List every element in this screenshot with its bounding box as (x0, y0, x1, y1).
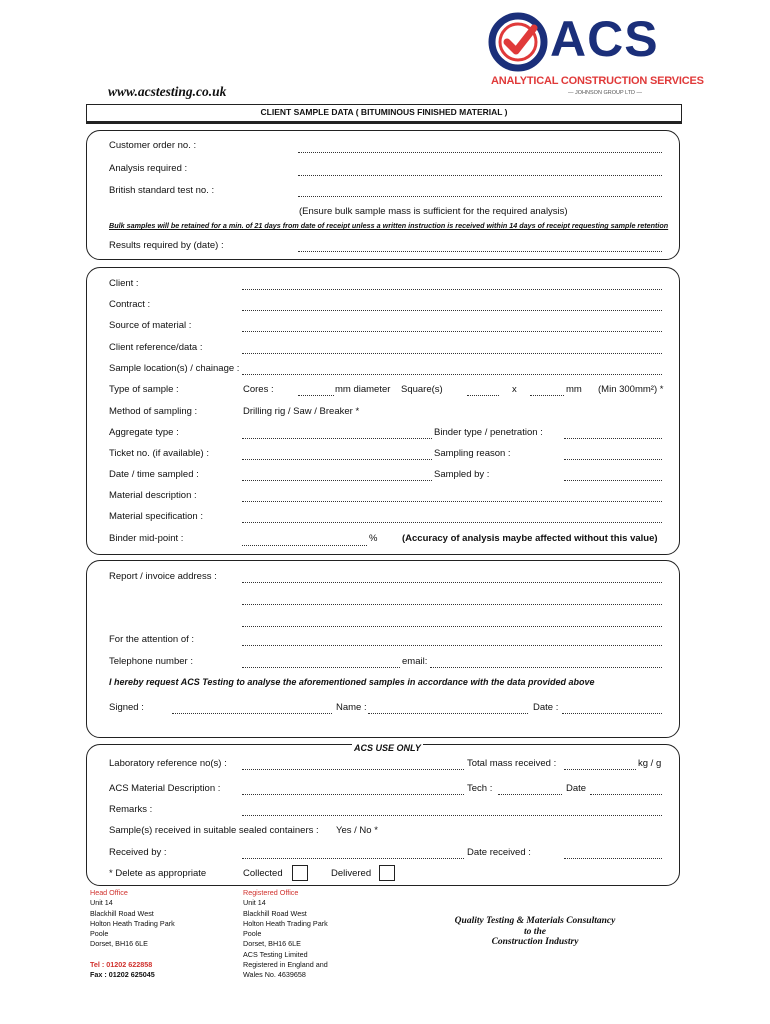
sample-location-label: Sample location(s) / chainage : (109, 363, 240, 374)
acs-use-only-title: ACS USE ONLY (354, 743, 421, 753)
remarks-label: Remarks : (109, 804, 153, 815)
client-ref-field[interactable] (242, 353, 662, 354)
report-details-section (86, 560, 680, 738)
acs-material-desc-field[interactable] (242, 794, 464, 795)
binder-type-field[interactable] (564, 438, 662, 439)
binder-midpoint-field[interactable] (242, 545, 367, 546)
tech-label: Tech : (467, 783, 493, 794)
acs-material-desc-label: ACS Material Description : (109, 783, 221, 794)
tagline-line: Quality Testing & Materials Consultancy (454, 916, 616, 926)
registered-office-line: Blackhill Road West (243, 908, 307, 918)
head-office-block (90, 888, 175, 980)
mm-label: mm (566, 384, 582, 395)
sampled-by-label: Sampled by : (434, 469, 490, 480)
acs-date-label: Date (566, 783, 587, 794)
client-field[interactable] (242, 289, 662, 290)
contract-label: Contract : (109, 299, 151, 310)
results-required-field[interactable] (298, 251, 662, 252)
date-received-field[interactable] (564, 858, 662, 859)
name-label: Name : (336, 702, 367, 713)
date-sampled-field[interactable] (242, 480, 432, 481)
total-mass-field[interactable] (564, 769, 636, 770)
telephone-number: Tel : 01202 622858 (90, 959, 153, 969)
contract-field[interactable] (242, 310, 662, 311)
head-office-line: Poole (90, 929, 109, 939)
acs-logo (488, 11, 704, 102)
registered-office-line: Registered in England and (243, 960, 328, 970)
square-length-field[interactable] (530, 395, 564, 396)
method-label: Method of sampling : (109, 406, 198, 417)
sampling-reason-label: Sampling reason : (434, 448, 511, 459)
percent-label: % (369, 533, 378, 544)
brand-tiny-text: — JOHNSON GROUP LTD — (568, 90, 643, 96)
report-address-line-3[interactable] (242, 626, 662, 627)
british-standard-field[interactable] (298, 196, 662, 197)
report-address-label: Report / invoice address : (109, 571, 217, 582)
company-tagline (440, 916, 630, 948)
collected-checkbox[interactable] (292, 865, 308, 881)
date-field[interactable] (562, 713, 662, 714)
mm-diameter-label: mm diameter (335, 384, 391, 395)
material-spec-field[interactable] (242, 522, 662, 523)
retention-note: Bulk samples will be retained for a min. of 21 days from date of receipt unless a written instruction is received within 14 days of receipt requesting sample retention (109, 221, 669, 230)
name-field[interactable] (368, 713, 528, 714)
registered-office-line: Holton Heath Trading Park (243, 918, 328, 928)
binder-type-label: Binder type / penetration : (434, 427, 543, 438)
sample-location-field[interactable] (242, 374, 662, 375)
results-required-label: Results required by (date) : (109, 240, 224, 251)
sealed-containers-label: Sample(s) received in suitable sealed containers : (109, 825, 319, 836)
head-office-line: Dorset, BH16 6LE (90, 939, 148, 949)
kg-label: kg / g (638, 758, 662, 769)
method-options[interactable]: Drilling rig / Saw / Breaker * (243, 406, 360, 417)
registered-office-title: Registered Office (243, 888, 299, 897)
delivered-checkbox[interactable] (379, 865, 395, 881)
ticket-field[interactable] (242, 459, 432, 460)
report-address-line-1[interactable] (242, 582, 662, 583)
by-label: x (512, 384, 517, 395)
date-received-label: Date received : (467, 847, 531, 858)
date-sampled-label: Date / time sampled : (109, 469, 199, 480)
source-field[interactable] (242, 331, 662, 332)
registered-office-block (243, 888, 328, 981)
report-address-line-2[interactable] (242, 604, 662, 605)
registered-office-line: Poole (243, 929, 262, 939)
sampled-by-field[interactable] (564, 480, 662, 481)
min-size-note: (Min 300mm²) * (598, 384, 664, 395)
cores-field[interactable] (298, 395, 334, 396)
telephone-field[interactable] (242, 667, 400, 668)
received-by-field[interactable] (242, 858, 464, 859)
lab-ref-field[interactable] (242, 769, 464, 770)
bulk-mass-note: (Ensure bulk sample mass is sufficient for the required analysis) (299, 206, 568, 217)
head-office-title: Head Office (90, 888, 128, 897)
logo-check-icon (488, 12, 550, 74)
total-mass-label: Total mass received : (467, 758, 557, 769)
source-label: Source of material : (109, 320, 192, 331)
delete-note: * Delete as appropriate (109, 868, 207, 879)
signed-field[interactable] (172, 713, 332, 714)
tagline-line: to the (524, 926, 546, 937)
british-standard-label: British standard test no. : (109, 185, 215, 196)
customer-order-field[interactable] (298, 152, 662, 153)
squares-label: Square(s) (401, 384, 443, 395)
registered-office-line: ACS Testing Limited (243, 949, 308, 959)
analysis-required-label: Analysis required : (109, 163, 188, 174)
brand-subtitle: ANALYTICAL CONSTRUCTION SERVICES (491, 75, 704, 87)
analysis-required-field[interactable] (298, 175, 662, 176)
lab-ref-label: Laboratory reference no(s) : (109, 758, 227, 769)
delivered-label: Delivered (331, 868, 372, 879)
signed-label: Signed : (109, 702, 144, 713)
sampling-reason-field[interactable] (564, 459, 662, 460)
client-ref-label: Client reference/data : (109, 342, 203, 353)
email-label: email: (402, 656, 428, 667)
website-url[interactable]: www.acstesting.co.uk (108, 84, 227, 99)
collected-label: Collected (243, 868, 283, 879)
email-field[interactable] (430, 667, 662, 668)
binder-midpoint-label: Binder mid-point : (109, 533, 184, 544)
aggregate-label: Aggregate type : (109, 427, 179, 438)
type-of-sample-label: Type of sample : (109, 384, 179, 395)
registered-office-line: Wales No. 4639658 (243, 970, 306, 980)
attention-field[interactable] (242, 645, 662, 646)
telephone-label: Telephone number : (109, 656, 193, 667)
head-office-line: Unit 14 (90, 898, 113, 908)
accuracy-note: (Accuracy of analysis maybe affected without this value) (402, 533, 658, 544)
registered-office-line: Unit 14 (243, 898, 266, 908)
received-by-label: Received by : (109, 847, 167, 858)
attention-label: For the attention of : (109, 634, 195, 645)
client-label: Client : (109, 278, 139, 289)
cores-label: Cores : (243, 384, 274, 395)
square-width-field[interactable] (467, 395, 499, 396)
yes-no-options[interactable]: Yes / No * (336, 825, 378, 836)
material-spec-label: Material specification : (109, 511, 203, 522)
form-title: CLIENT SAMPLE DATA ( BITUMINOUS FINISHED MATERIAL ) (86, 104, 682, 124)
tagline-line: Construction Industry (491, 937, 579, 947)
material-desc-field[interactable] (242, 501, 662, 502)
date-label: Date : (533, 702, 559, 713)
head-office-line: Blackhill Road West (90, 908, 154, 918)
brand-name: ACS (550, 11, 659, 67)
tech-field[interactable] (498, 794, 562, 795)
ticket-label: Ticket no. (if available) : (109, 448, 209, 459)
material-desc-label: Material description : (109, 490, 197, 501)
registered-office-line: Dorset, BH16 6LE (243, 939, 301, 949)
aggregate-field[interactable] (242, 438, 432, 439)
customer-order-label: Customer order no. : (109, 140, 197, 151)
fax-number: Fax : 01202 625045 (90, 970, 155, 980)
head-office-line: Holton Heath Trading Park (90, 918, 175, 928)
remarks-field[interactable] (242, 815, 662, 816)
acs-date-field[interactable] (590, 794, 662, 795)
request-statement: I hereby request ACS Testing to analyse the aforementioned samples in accordance with the data provided above (109, 677, 595, 687)
